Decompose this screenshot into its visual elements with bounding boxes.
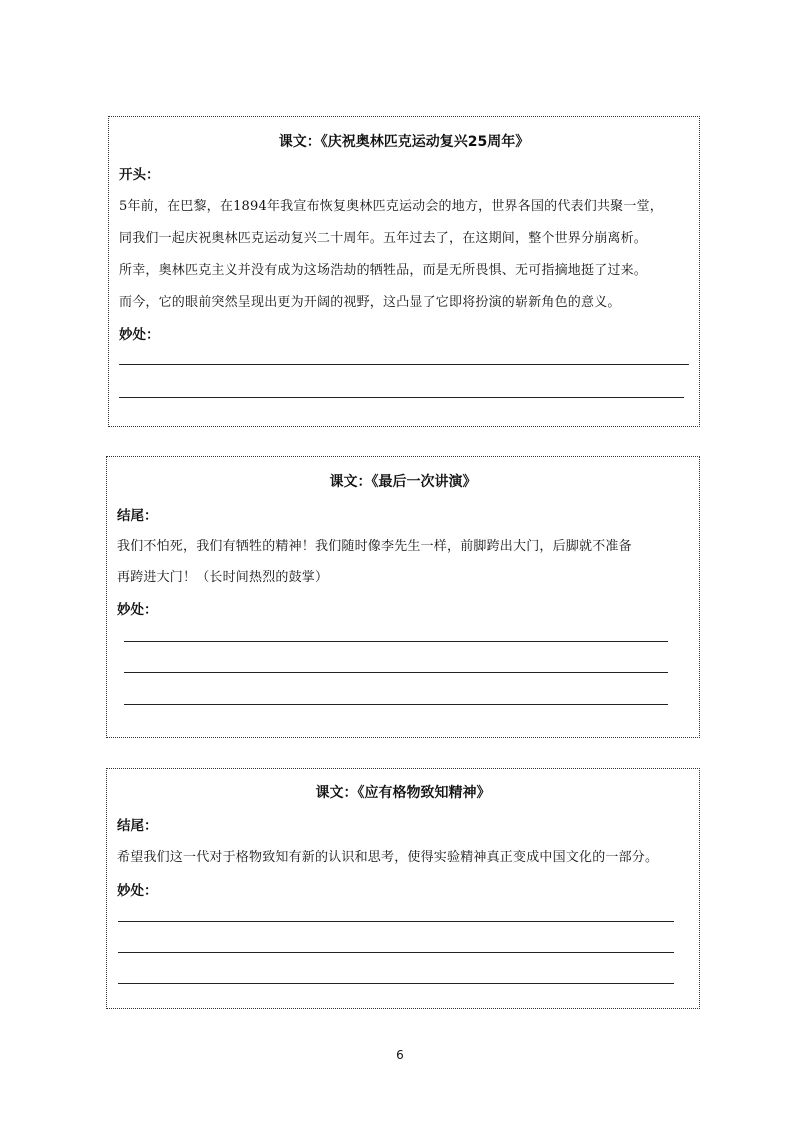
answer-label: 妙处： (117, 602, 158, 618)
passage-line: 所幸，奥林匹克主义并没有成为这场浩劫的牺牲品，而是无所畏惧、无可指摘地挺了过来。 (119, 263, 648, 278)
answer-blank-line[interactable] (124, 641, 668, 642)
passage-title: 课文：《应有格物致知精神》 (315, 785, 491, 801)
passage-line: 5年前，在巴黎，在1894年我宣布恢复奥林匹克运动会的地方，世界各国的代表们共聚一堂， (119, 199, 663, 214)
page-number: 6 (396, 1048, 404, 1062)
passage-label: 结尾： (117, 508, 158, 524)
passage-line: 希望我们这一代对于格物致知有新的认识和思考，使得实验精神真正变成中国文化的一部分。 (117, 850, 659, 865)
answer-blank-line[interactable] (118, 952, 674, 953)
passage-box-2 (106, 456, 700, 738)
passage-box-3 (106, 768, 700, 1009)
passage-line: 我们不怕死，我们有牺牲的精神！我们随时像李先生一样，前脚跨出大门，后脚就不准备 (117, 539, 632, 554)
answer-label: 妙处： (119, 327, 160, 343)
passage-box-1 (108, 116, 700, 427)
passage-line: 同我们一起庆祝奥林匹克运动复兴二十周年。五年过去了，在这期间，整个世界分崩离析。 (119, 231, 648, 246)
answer-blank-line[interactable] (124, 672, 668, 673)
answer-blank-line[interactable] (118, 921, 674, 922)
answer-blank-line[interactable] (119, 397, 684, 398)
passage-label: 开头： (119, 167, 160, 183)
answer-label: 妙处： (117, 883, 158, 899)
passage-title: 课文：《庆祝奥林匹克运动复兴25周年》 (278, 134, 530, 150)
passage-label: 结尾： (117, 818, 158, 834)
answer-blank-line[interactable] (118, 983, 674, 984)
passage-line: 再跨进大门！（长时间热烈的鼓掌） (117, 570, 329, 585)
passage-title: 课文：《最后一次讲演》 (329, 474, 477, 490)
passage-line: 而今，它的眼前突然呈现出更为开阔的视野，这凸显了它即将扮演的崭新角色的意义。 (119, 295, 621, 310)
answer-blank-line[interactable] (124, 704, 668, 705)
answer-blank-line[interactable] (119, 364, 689, 365)
